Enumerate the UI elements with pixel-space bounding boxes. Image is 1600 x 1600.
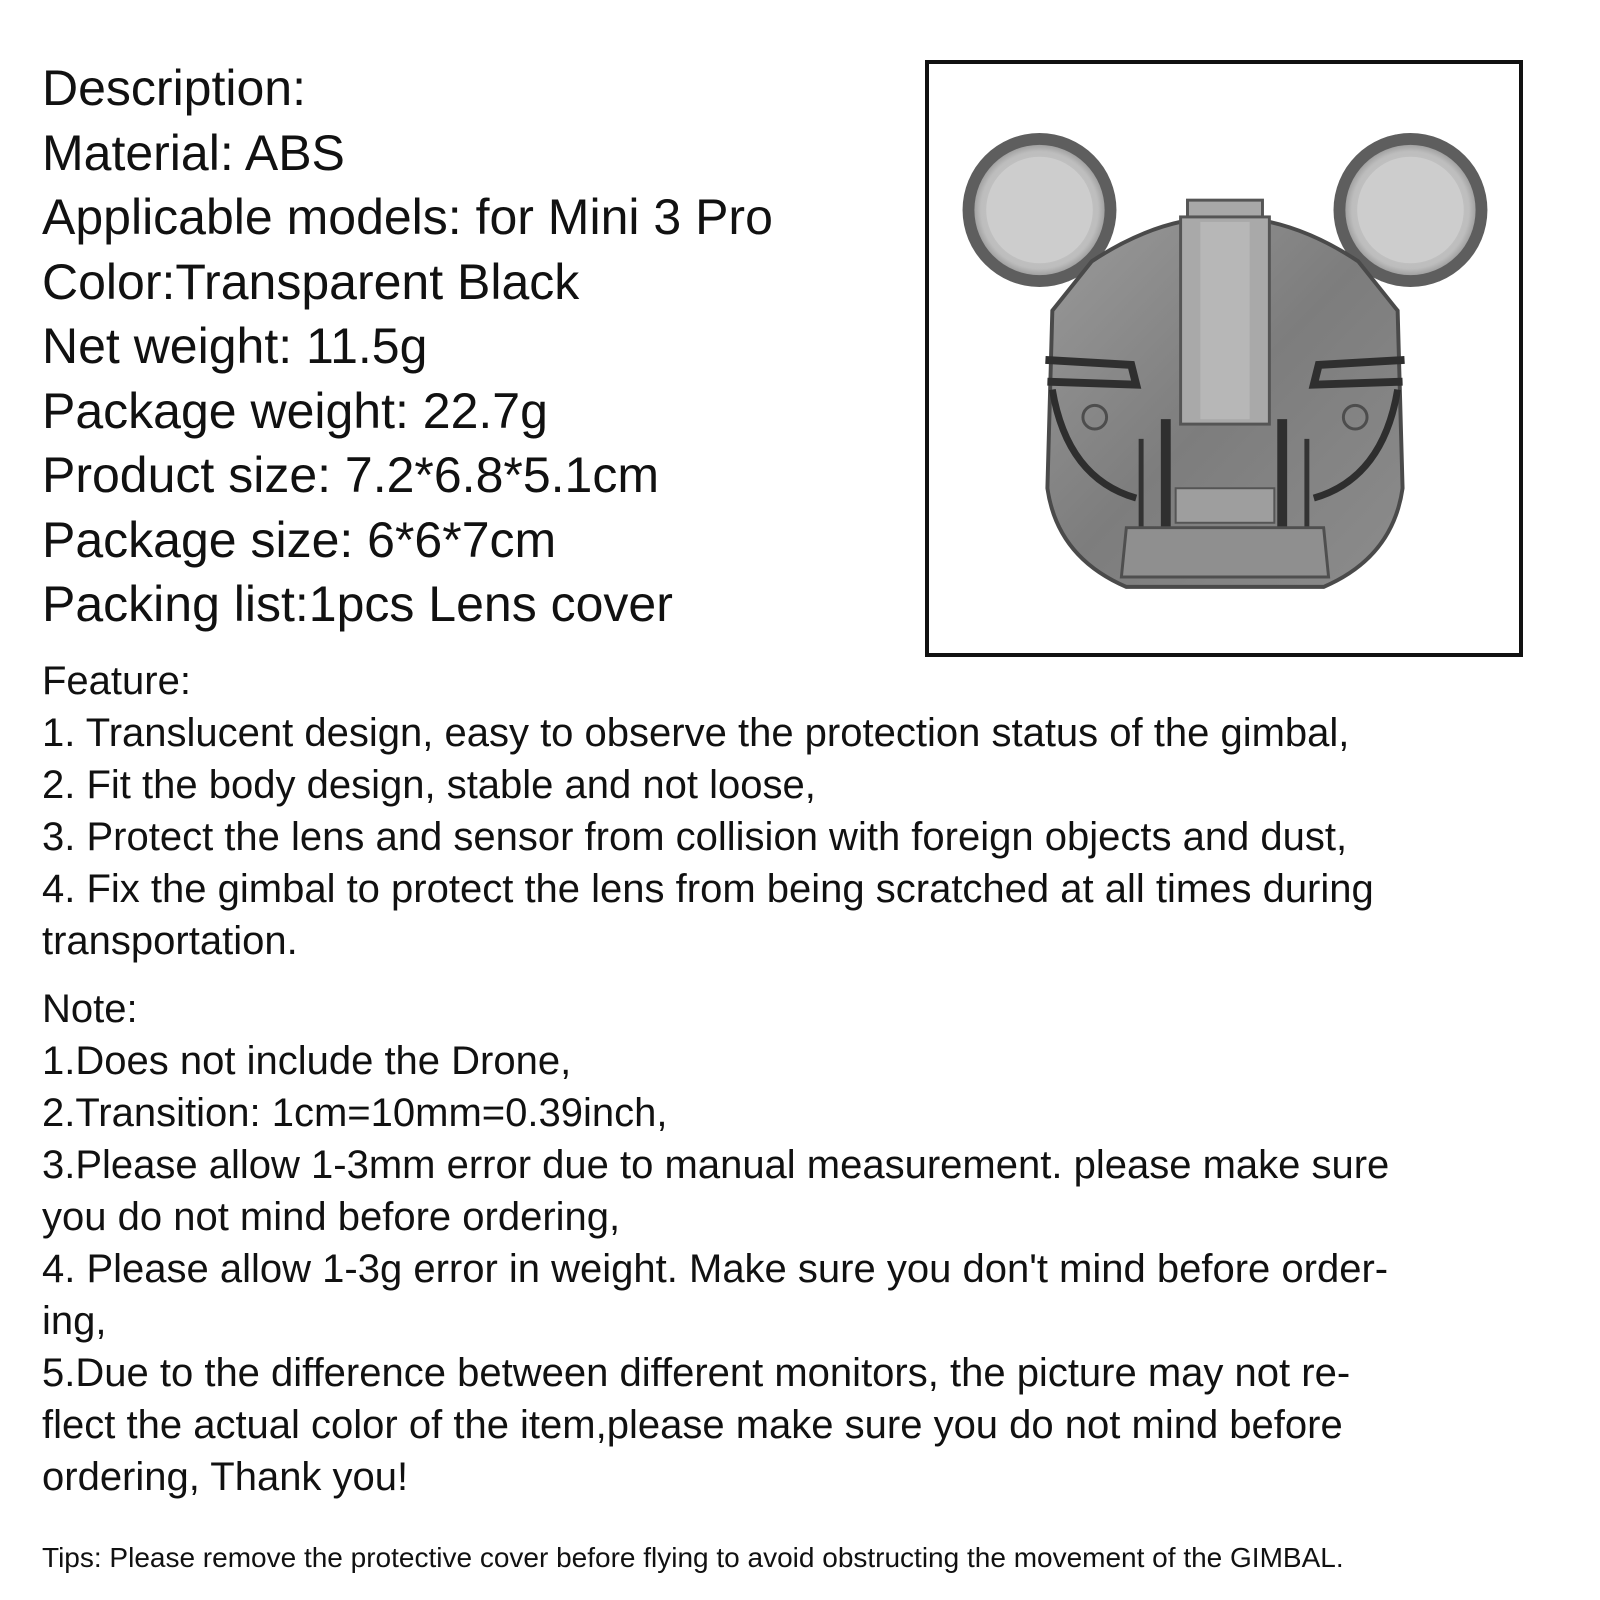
- feature-item: 1. Translucent design, easy to observe the protection status of the gimbal,: [42, 711, 1350, 755]
- cover-body: [1045, 200, 1404, 587]
- note-item-continuation: ordering, Thank you!: [42, 1455, 409, 1499]
- product-image-frame: [925, 60, 1523, 657]
- feature-item: 3. Protect the lens and sensor from collision with foreign objects and dust,: [42, 815, 1348, 859]
- note-item: 3.Please allow 1-3mm error due to manual measurement. please make sure: [42, 1143, 1390, 1187]
- note-item-continuation: ing,: [42, 1299, 107, 1343]
- note-heading: Note:: [42, 987, 138, 1031]
- package-size-spec: Package size: 6*6*7cm: [42, 511, 557, 568]
- packing-list-spec: Packing list:1pcs Lens cover: [42, 576, 673, 632]
- product-size-spec: Product size: 7.2*6.8*5.1cm: [42, 447, 659, 503]
- note-item: 1.Does not include the Drone,: [42, 1039, 572, 1083]
- lens-cover-product-icon: [929, 64, 1519, 653]
- description-heading: Description:: [42, 60, 306, 116]
- package-weight-spec: Package weight: 22.7g: [42, 382, 548, 439]
- net-weight-spec: Net weight: 11.5g: [42, 318, 428, 374]
- note-item-continuation: flect the actual color of the item,please make sure you do not mind before: [42, 1403, 1343, 1447]
- feature-item: 4. Fix the gimbal to protect the lens from being scratched at all times during: [42, 867, 1374, 911]
- note-item-continuation: you do not mind before ordering,: [42, 1195, 621, 1239]
- feature-item: 2. Fit the body design, stable and not loose,: [42, 763, 816, 807]
- feature-heading: Feature:: [42, 659, 191, 703]
- description-section: [42, 56, 902, 637]
- applicable-models-spec: Applicable models: for Mini 3 Pro: [42, 189, 773, 245]
- note-item: 2.Transition: 1cm=10mm=0.39inch,: [42, 1091, 668, 1135]
- material-spec: Material: ABS: [42, 124, 345, 181]
- note-item: 4. Please allow 1-3g error in weight. Make sure you don't mind before order-: [42, 1247, 1389, 1291]
- color-spec: Color:Transparent Black: [42, 253, 580, 310]
- note-section: [42, 983, 1562, 1503]
- tips-text: Tips: Please remove the protective cover before flying to avoid obstructing the movement of the GIMBAL.: [42, 1542, 1344, 1573]
- feature-item-continuation: transportation.: [42, 919, 298, 963]
- feature-section: [42, 655, 1562, 967]
- note-item: 5.Due to the difference between different monitors, the picture may not re-: [42, 1351, 1351, 1395]
